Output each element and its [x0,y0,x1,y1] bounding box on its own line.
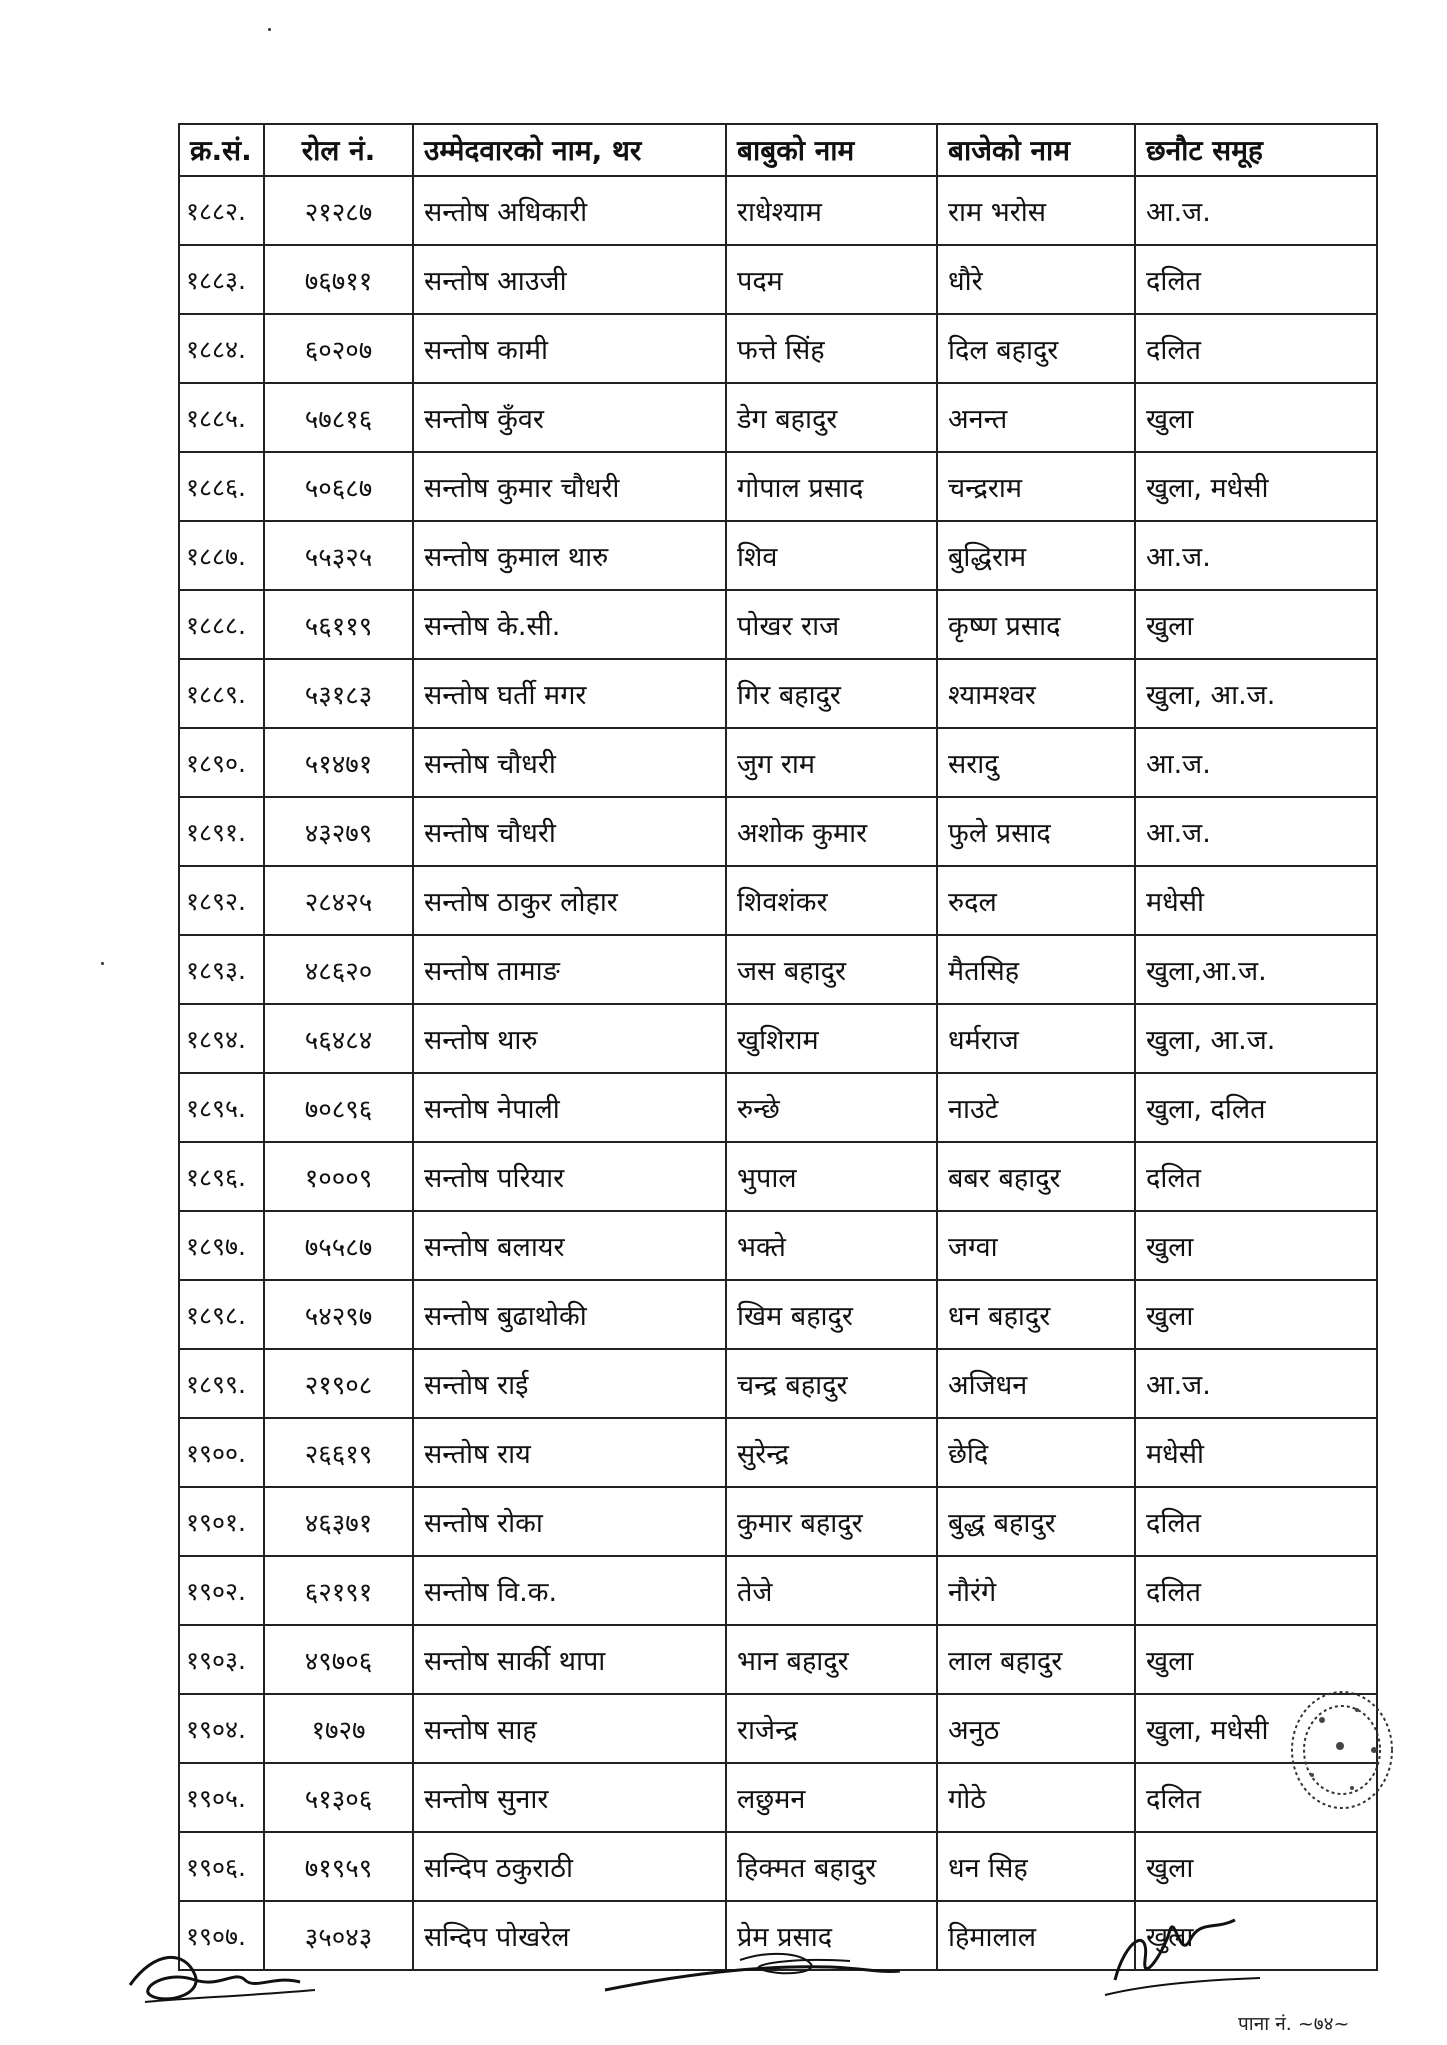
cell-selection-group: दलित [1135,1142,1377,1211]
cell-father-name: चन्द्र बहादुर [726,1349,937,1418]
cell-candidate-name: सन्तोष बुढाथोकी [413,1280,726,1349]
cell-roll-number: ५५३२५ [264,521,413,590]
cell-selection-group: खुला [1135,1211,1377,1280]
cell-serial: १९०२. [179,1556,264,1625]
cell-roll-number: २१२८७ [264,176,413,245]
cell-serial: १८९३. [179,935,264,1004]
cell-serial: १८९६. [179,1142,264,1211]
cell-selection-group: खुला [1135,1901,1377,1970]
cell-grandfather-name: दिल बहादुर [937,314,1135,383]
cell-father-name: राजेन्द्र [726,1694,937,1763]
cell-grandfather-name: मैतसिह [937,935,1135,1004]
cell-candidate-name: सन्दिप ठकुराठी [413,1832,726,1901]
cell-candidate-name: सन्तोष आउजी [413,245,726,314]
cell-father-name: शिव [726,521,937,590]
cell-grandfather-name: धर्मराज [937,1004,1135,1073]
cell-serial: १८९८. [179,1280,264,1349]
table-row [179,521,1377,590]
cell-selection-group: दलित [1135,1487,1377,1556]
cell-candidate-name: सन्तोष कुँवर [413,383,726,452]
cell-candidate-name: सन्तोष वि.क. [413,1556,726,1625]
cell-candidate-name: सन्तोष ठाकुर लोहार [413,866,726,935]
table-row [179,659,1377,728]
table-row [179,1004,1377,1073]
cell-candidate-name: सन्तोष घर्ती मगर [413,659,726,728]
cell-grandfather-name: रुदल [937,866,1135,935]
header-grandfather-name: बाजेको नाम [937,124,1135,176]
cell-father-name: अशोक कुमार [726,797,937,866]
table-row [179,1142,1377,1211]
cell-grandfather-name: गोठे [937,1763,1135,1832]
cell-roll-number: ५०६८७ [264,452,413,521]
cell-father-name: जुग राम [726,728,937,797]
table-row [179,797,1377,866]
cell-selection-group: मधेसी [1135,866,1377,935]
cell-selection-group: दलित [1135,1763,1377,1832]
table-row [179,176,1377,245]
cell-serial: १९०७. [179,1901,264,1970]
header-serial: क्र.सं. [179,124,264,176]
table-row [179,1487,1377,1556]
cell-candidate-name: सन्तोष अधिकारी [413,176,726,245]
table-body [179,176,1377,1970]
header-candidate-name: उम्मेदवारको नाम, थर [413,124,726,176]
cell-father-name: सुरेन्द्र [726,1418,937,1487]
cell-selection-group: खुला, दलित [1135,1073,1377,1142]
cell-serial: १८९४. [179,1004,264,1073]
cell-selection-group: खुला [1135,1832,1377,1901]
cell-father-name: गिर बहादुर [726,659,937,728]
cell-selection-group: आ.ज. [1135,521,1377,590]
cell-roll-number: ५४२९७ [264,1280,413,1349]
cell-candidate-name: सन्तोष बलायर [413,1211,726,1280]
cell-father-name: लछुमन [726,1763,937,1832]
cell-serial: १८९९. [179,1349,264,1418]
cell-roll-number: ५६११९ [264,590,413,659]
cell-candidate-name: सन्दिप पोखरेल [413,1901,726,1970]
cell-selection-group: आ.ज. [1135,1349,1377,1418]
cell-serial: १८८२. [179,176,264,245]
cell-roll-number: ७६७११ [264,245,413,314]
cell-serial: १९०४. [179,1694,264,1763]
cell-roll-number: ५६४८४ [264,1004,413,1073]
cell-selection-group: खुला [1135,383,1377,452]
cell-roll-number: २१९०८ [264,1349,413,1418]
table-row [179,1625,1377,1694]
table-row [179,1556,1377,1625]
cell-grandfather-name: बुद्ध बहादुर [937,1487,1135,1556]
cell-serial: १९०१. [179,1487,264,1556]
cell-candidate-name: सन्तोष थारु [413,1004,726,1073]
cell-roll-number: २६६१९ [264,1418,413,1487]
cell-grandfather-name: छेदि [937,1418,1135,1487]
table-row [179,866,1377,935]
table-row [179,935,1377,1004]
cell-grandfather-name: राम भरोस [937,176,1135,245]
cell-father-name: खिम बहादुर [726,1280,937,1349]
table-row [179,1349,1377,1418]
cell-father-name: प्रेम प्रसाद [726,1901,937,1970]
table-row [179,590,1377,659]
cell-serial: १८८६. [179,452,264,521]
cell-candidate-name: सन्तोष राई [413,1349,726,1418]
scan-speck [101,962,104,965]
cell-grandfather-name: धन बहादुर [937,1280,1135,1349]
cell-roll-number: ७५५८७ [264,1211,413,1280]
table-row [179,1280,1377,1349]
cell-serial: १८८५. [179,383,264,452]
cell-selection-group: दलित [1135,314,1377,383]
cell-candidate-name: सन्तोष रोका [413,1487,726,1556]
cell-grandfather-name: धन सिह [937,1832,1135,1901]
cell-selection-group: खुला [1135,1625,1377,1694]
cell-roll-number: ७०८९६ [264,1073,413,1142]
cell-selection-group: खुला, मधेसी [1135,452,1377,521]
cell-roll-number: ४३२७९ [264,797,413,866]
cell-roll-number: ६२१९१ [264,1556,413,1625]
table-row [179,1418,1377,1487]
table-row [179,452,1377,521]
table-row [179,245,1377,314]
cell-candidate-name: सन्तोष कामी [413,314,726,383]
cell-roll-number: २८४२५ [264,866,413,935]
cell-grandfather-name: जग्वा [937,1211,1135,1280]
cell-roll-number: १७२७ [264,1694,413,1763]
table-row [179,1694,1377,1763]
table-row [179,383,1377,452]
cell-grandfather-name: नौरंगे [937,1556,1135,1625]
cell-roll-number: ७१९५९ [264,1832,413,1901]
cell-grandfather-name: हिमालाल [937,1901,1135,1970]
cell-father-name: तेजे [726,1556,937,1625]
cell-selection-group: आ.ज. [1135,797,1377,866]
signature-middle-icon [600,1935,930,2005]
official-stamp-icon [1282,1680,1402,1820]
cell-serial: १८८३. [179,245,264,314]
cell-selection-group: खुला, आ.ज. [1135,1004,1377,1073]
cell-selection-group: मधेसी [1135,1418,1377,1487]
table-row [179,1763,1377,1832]
cell-father-name: जस बहादुर [726,935,937,1004]
cell-candidate-name: सन्तोष चौधरी [413,797,726,866]
table-row [179,1073,1377,1142]
cell-serial: १८८९. [179,659,264,728]
cell-father-name: डेग बहादुर [726,383,937,452]
cell-roll-number: १०००९ [264,1142,413,1211]
cell-roll-number: ५१३०६ [264,1763,413,1832]
cell-serial: १८९७. [179,1211,264,1280]
cell-candidate-name: सन्तोष चौधरी [413,728,726,797]
cell-father-name: भान बहादुर [726,1625,937,1694]
cell-candidate-name: सन्तोष सुनार [413,1763,726,1832]
cell-selection-group: खुला,आ.ज. [1135,935,1377,1004]
page-number: पाना नं. ~७४~ [1238,2013,1350,2035]
cell-grandfather-name: अनुठ [937,1694,1135,1763]
table-header-row [179,124,1377,176]
cell-selection-group: खुला [1135,590,1377,659]
cell-serial: १८८७. [179,521,264,590]
cell-father-name: गोपाल प्रसाद [726,452,937,521]
cell-selection-group: खुला, मधेसी [1135,1694,1377,1763]
cell-roll-number: ४९७०६ [264,1625,413,1694]
table-row [179,1832,1377,1901]
cell-serial: १८८८. [179,590,264,659]
cell-candidate-name: सन्तोष नेपाली [413,1073,726,1142]
table-row [179,728,1377,797]
cell-candidate-name: सन्तोष परियार [413,1142,726,1211]
cell-grandfather-name: अनन्त [937,383,1135,452]
cell-candidate-name: सन्तोष राय [413,1418,726,1487]
cell-candidate-name: सन्तोष साह [413,1694,726,1763]
cell-father-name: हिक्मत बहादुर [726,1832,937,1901]
cell-roll-number: ५३१८३ [264,659,413,728]
signature-right-icon [1095,1900,1265,2010]
cell-grandfather-name: बुद्धिराम [937,521,1135,590]
cell-roll-number: ५१४७१ [264,728,413,797]
header-father-name: बाबुको नाम [726,124,937,176]
cell-selection-group: दलित [1135,245,1377,314]
cell-father-name: कुमार बहादुर [726,1487,937,1556]
cell-selection-group: दलित [1135,1556,1377,1625]
table-row [179,314,1377,383]
cell-father-name: खुशिराम [726,1004,937,1073]
cell-grandfather-name: चन्द्रराम [937,452,1135,521]
cell-selection-group: आ.ज. [1135,176,1377,245]
results-table [178,123,1378,1971]
cell-grandfather-name: श्यामश्वर [937,659,1135,728]
cell-serial: १९०६. [179,1832,264,1901]
cell-roll-number: ३५०४३ [264,1901,413,1970]
cell-grandfather-name: अजिधन [937,1349,1135,1418]
cell-grandfather-name: लाल बहादुर [937,1625,1135,1694]
cell-serial: १९०३. [179,1625,264,1694]
cell-grandfather-name: कृष्ण प्रसाद [937,590,1135,659]
cell-candidate-name: सन्तोष के.सी. [413,590,726,659]
cell-grandfather-name: बबर बहादुर [937,1142,1135,1211]
cell-father-name: भक्ते [726,1211,937,1280]
cell-roll-number: ५७८१६ [264,383,413,452]
cell-father-name: शिवशंकर [726,866,937,935]
scan-speck [268,28,271,31]
cell-candidate-name: सन्तोष सार्की थापा [413,1625,726,1694]
header-roll-number: रोल नं. [264,124,413,176]
cell-selection-group: आ.ज. [1135,728,1377,797]
cell-serial: १८९२. [179,866,264,935]
cell-father-name: भुपाल [726,1142,937,1211]
cell-serial: १९०५. [179,1763,264,1832]
cell-candidate-name: सन्तोष कुमाल थारु [413,521,726,590]
cell-serial: १८९५. [179,1073,264,1142]
cell-serial: १९००. [179,1418,264,1487]
cell-grandfather-name: सरादु [937,728,1135,797]
header-selection-group: छनौट समूह [1135,124,1377,176]
cell-serial: १८९०. [179,728,264,797]
cell-roll-number: ४८६२० [264,935,413,1004]
signature-left-icon [125,1940,325,2020]
cell-father-name: पदम [726,245,937,314]
cell-father-name: रुन्छे [726,1073,937,1142]
cell-grandfather-name: फुले प्रसाद [937,797,1135,866]
cell-roll-number: ४६३७१ [264,1487,413,1556]
cell-candidate-name: सन्तोष कुमार चौधरी [413,452,726,521]
cell-father-name: फत्ते सिंह [726,314,937,383]
table-row [179,1211,1377,1280]
cell-roll-number: ६०२०७ [264,314,413,383]
cell-father-name: पोखर राज [726,590,937,659]
cell-grandfather-name: धौरे [937,245,1135,314]
cell-grandfather-name: नाउटे [937,1073,1135,1142]
cell-selection-group: खुला [1135,1280,1377,1349]
cell-father-name: राधेश्याम [726,176,937,245]
cell-selection-group: खुला, आ.ज. [1135,659,1377,728]
cell-serial: १८९१. [179,797,264,866]
cell-candidate-name: सन्तोष तामाङ [413,935,726,1004]
cell-serial: १८८४. [179,314,264,383]
